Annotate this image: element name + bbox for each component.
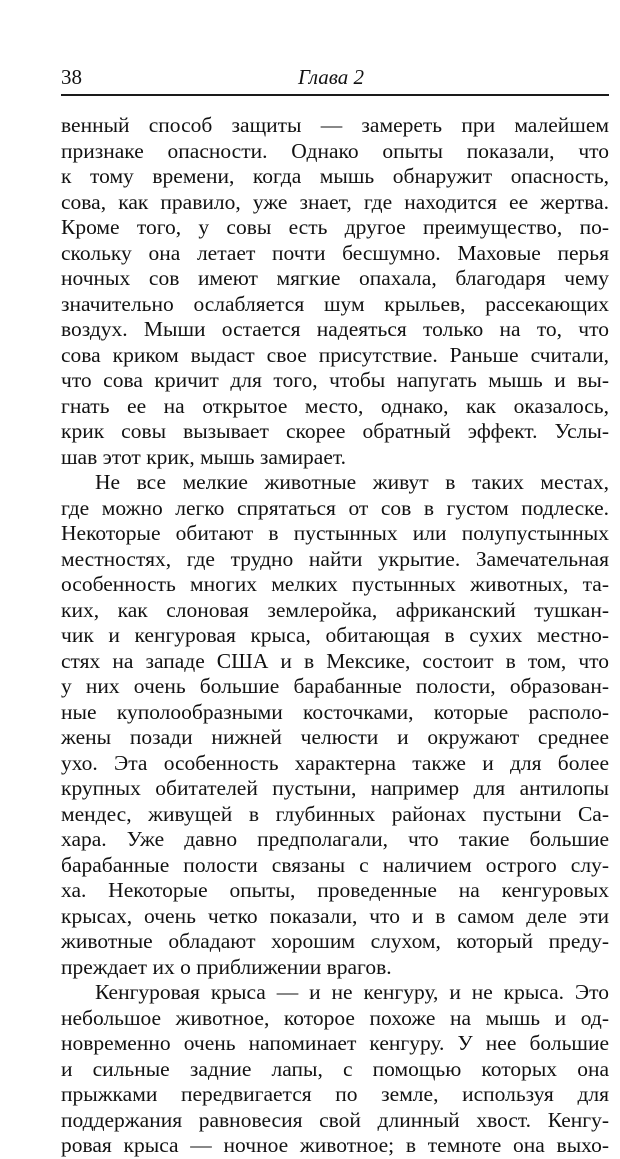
text-line: воздух. Мыши остается надеяться только на то, что (61, 317, 609, 341)
text-line: ные куполообразными косточками, которые располо- (61, 699, 609, 724)
text-line: мендес, живущей в глубинных районах пустыни Са- (61, 801, 609, 826)
text-line: крупных обитателей пустыни, например для антилопы (61, 776, 609, 800)
text-line: к тому времени, когда мышь обнаружит опасность, (61, 164, 609, 188)
text-line: ровая крыса — ночное животное; в темноте она выхо- (61, 1133, 609, 1157)
text-line: ха. Некоторые опыты, проведенные на кенгуровых (61, 878, 609, 902)
text-line: что сова кричит для того, чтобы напугать мышь и вы- (61, 368, 609, 392)
text-line: преждает их о приближении врагов. (61, 954, 392, 979)
text-line: у них очень большие барабанные полости, образован- (61, 674, 609, 698)
text-line: ухо. Эта особенность характерна также и для более (61, 750, 609, 775)
header-rule (61, 94, 609, 96)
text-line: барабанные полости связаны с наличием острого слу- (61, 852, 609, 877)
text-line: крысах, очень четко показали, что и в самом деле эти (61, 903, 609, 928)
text-line: признаке опасности. Однако опыты показали, что (61, 138, 609, 163)
text-line: Некоторые обитают в пустынных или полупустынных (61, 521, 609, 545)
text-line: новременно очень напоминает кенгуру. У нее большие (61, 1031, 609, 1055)
text-line: местностях, где трудно найти укрытие. Замечательная (61, 546, 609, 571)
text-line: стях на западе США и в Мексике, состоит в том, что (61, 648, 609, 673)
text-line: поддержания равновесия свой длинный хвост. Кенгу- (61, 1107, 609, 1132)
text-line: Кенгуровая крыса — и не кенгуру, и не крыса. Это (95, 980, 609, 1004)
text-line: особенность многих мелких пустынных животных, та- (61, 572, 609, 596)
text-line: гнать ее на открытое место, однако, как оказалось, (61, 393, 609, 418)
text-line: животные обладают хорошим слухом, который преду- (61, 929, 609, 953)
text-line: ких, как слоновая землеройка, африканский тушкан- (61, 597, 609, 622)
text-line: значительно ослабляется шум крыльев, рассекающих (61, 291, 609, 316)
text-line: чик и кенгуровая крыса, обитающая в сухих местно- (61, 623, 609, 647)
running-head: Глава 2 (298, 65, 364, 89)
text-line: Кроме того, у совы есть другое преимущество, по- (61, 215, 609, 239)
text-line: сова криком выдаст свое присутствие. Раньше считали, (61, 342, 609, 367)
text-line: Не все мелкие животные живут в таких местах, (95, 470, 609, 494)
page-number: 38 (61, 65, 82, 89)
text-line: венный способ защиты — замереть при малейшем (61, 113, 609, 137)
text-line: хара. Уже давно предполагали, что такие большие (61, 827, 609, 851)
text-line: небольшое животное, которое похоже на мышь и од- (61, 1005, 609, 1030)
text-line: и сильные задние лапы, с помощью которых она (61, 1056, 609, 1081)
text-line: сова, как правило, уже знает, где находится ее жертва. (61, 189, 609, 214)
text-line: крик совы вызывает скорее обратный эффект. Услы- (61, 419, 609, 443)
text-line: жены позади нижней челюсти и окружают среднее (61, 725, 609, 749)
text-line: шав этот крик, мышь замирает. (61, 444, 347, 469)
page-header (61, 63, 609, 91)
body-text (61, 113, 609, 1159)
text-line: ночных сов имеют мягкие опахала, благодаря чему (61, 266, 609, 290)
text-line: прыжками передвигается по земле, используя для (61, 1082, 609, 1106)
text-line: где можно легко спрятаться от сов в густом подлеске. (61, 495, 609, 520)
text-line: скольку она летает почти бесшумно. Маховые перья (61, 240, 609, 265)
